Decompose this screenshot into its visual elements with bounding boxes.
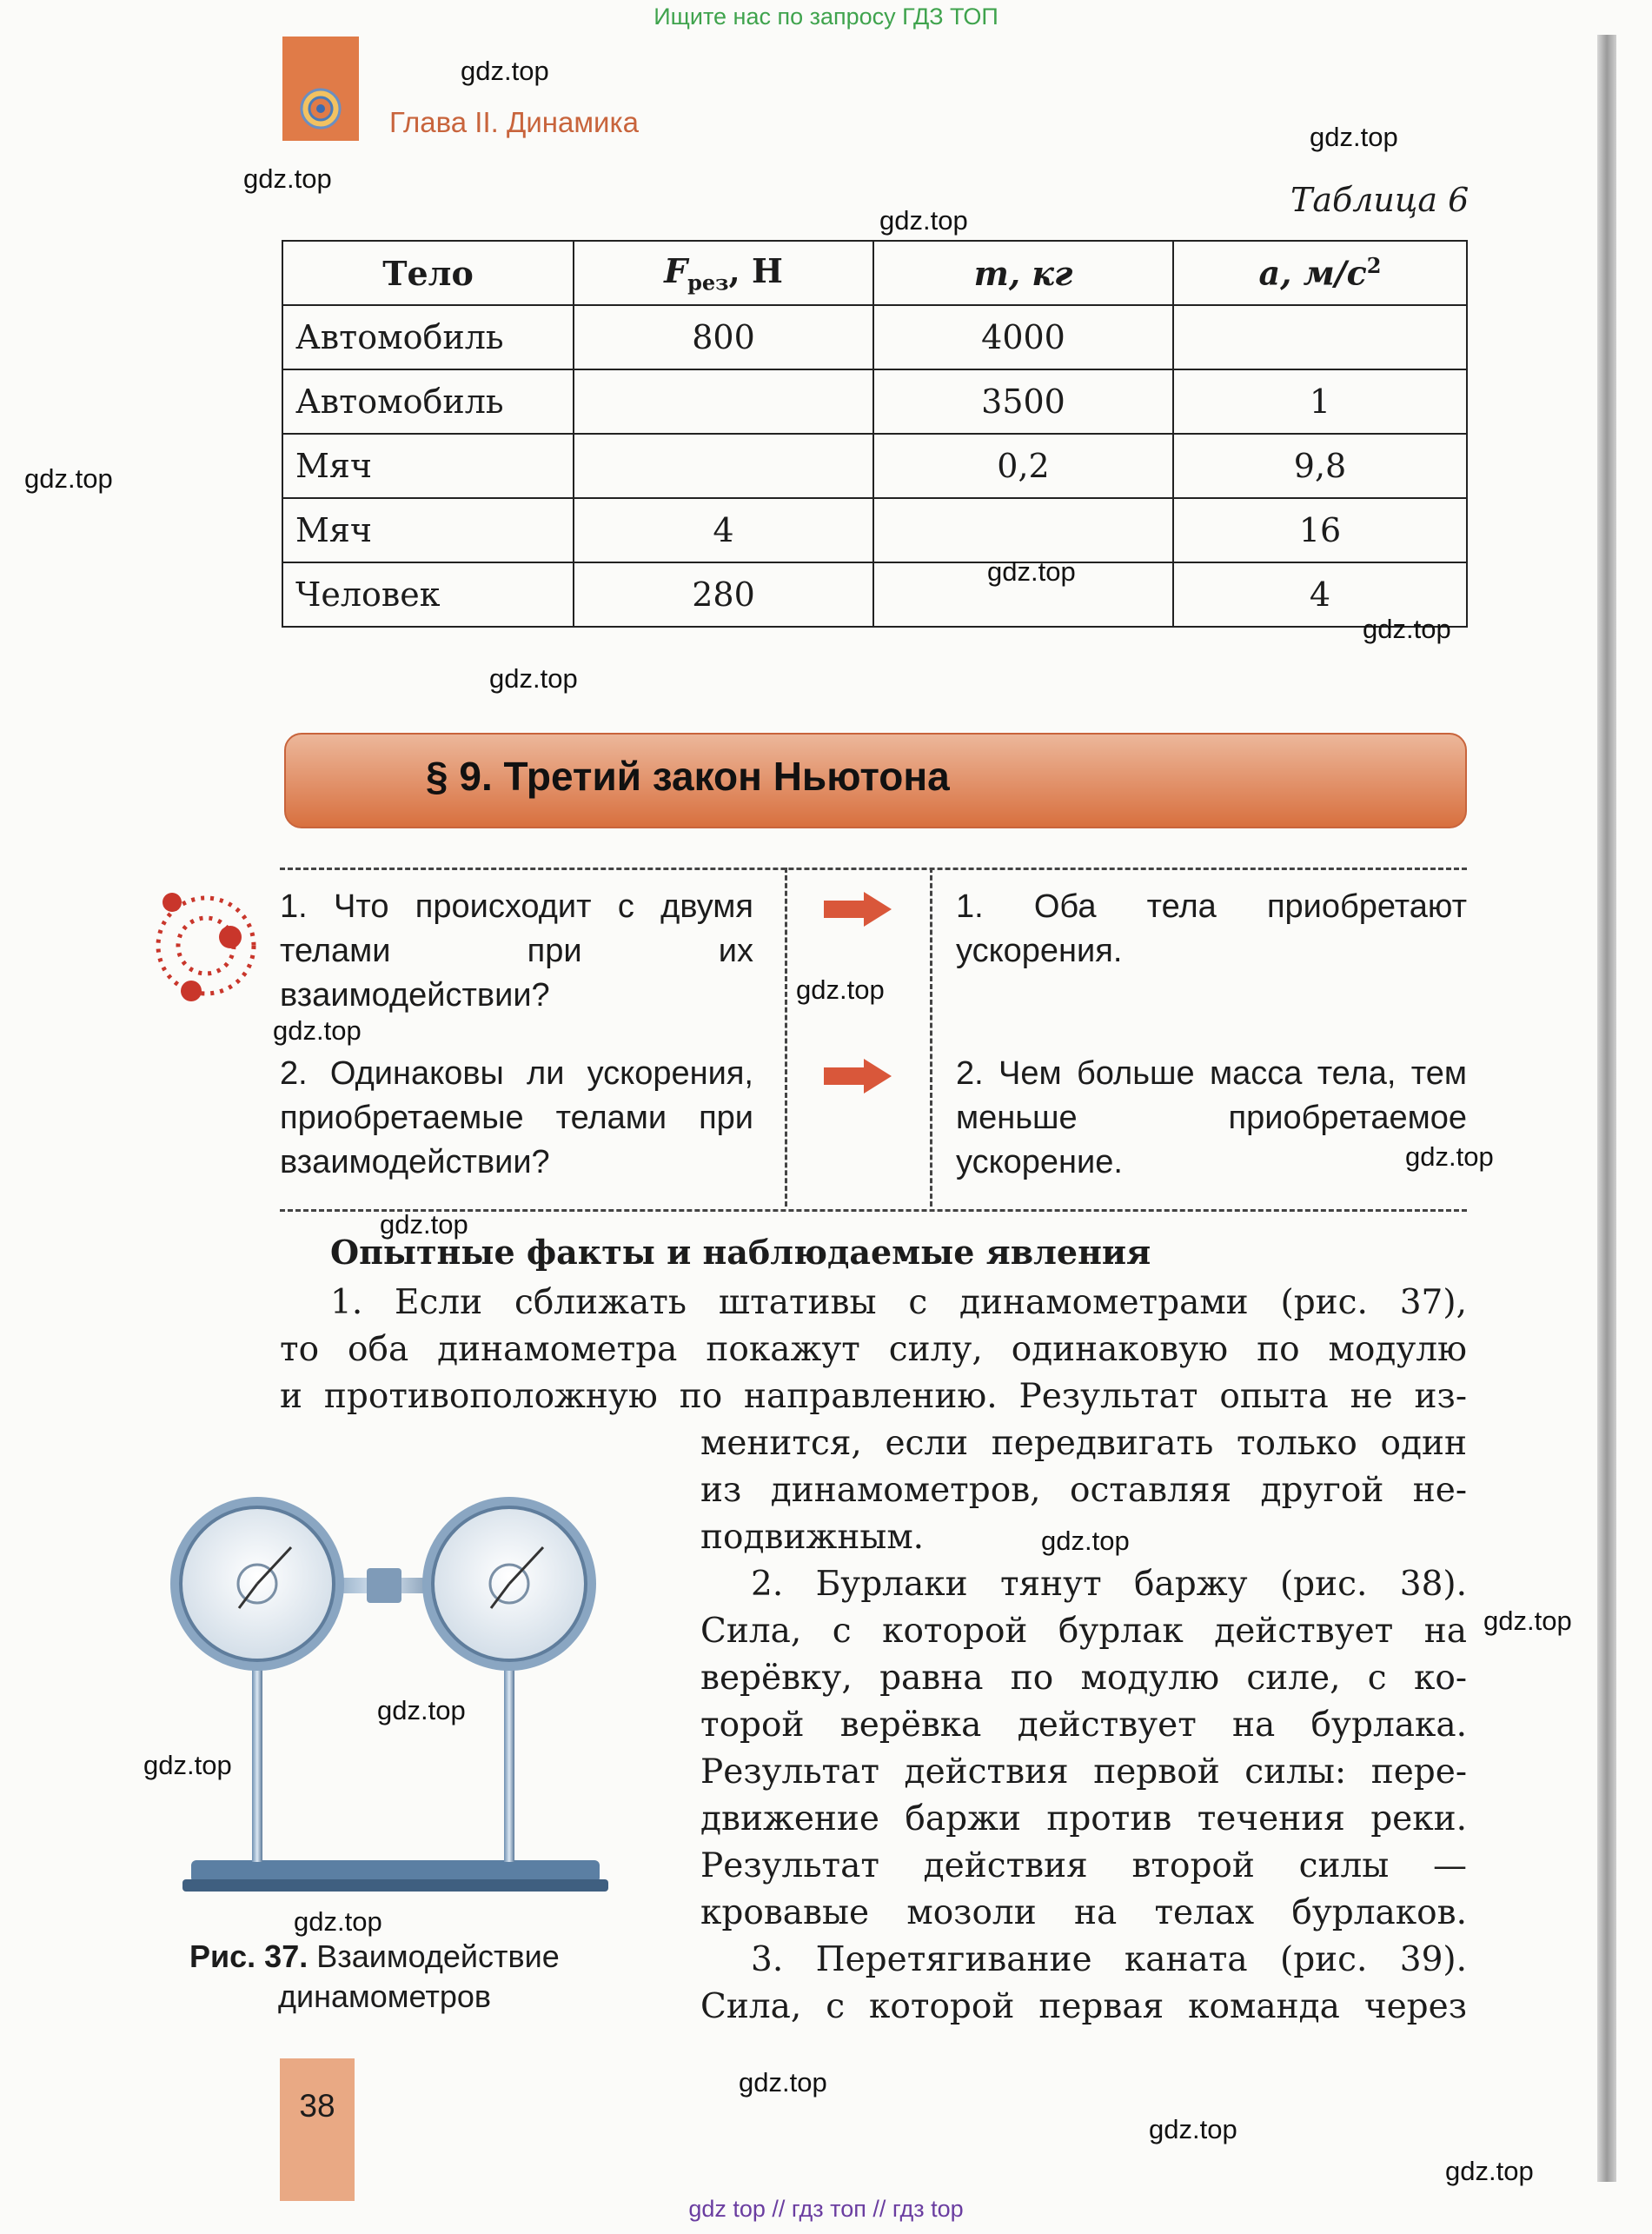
table-cell: 16 [1173, 498, 1467, 562]
watermark: gdz.top [294, 1906, 382, 1937]
facts-heading: Опытные факты и наблюдаемые явления [330, 1233, 1151, 1272]
header-acceleration: a, $м/с^2$ [1173, 241, 1467, 305]
table-row [282, 434, 1467, 498]
body-line: то оба динамометра покажут силу, одинаковую по модулю [280, 1330, 1467, 1369]
header-mass: m, кг [873, 241, 1173, 305]
page-edge [1597, 35, 1616, 2182]
body-line: 2. Бурлаки тянут баржу (рис. 38). [751, 1565, 1467, 1604]
watermark: gdz.top [1149, 2114, 1237, 2144]
arrow-right-icon [820, 1057, 893, 1095]
header-force: $F_{рез}$, Н [574, 241, 873, 305]
qa-divider [930, 868, 932, 1207]
table-row [282, 369, 1467, 434]
table-cell: 1 [1173, 369, 1467, 434]
table-cell: 4000 [873, 305, 1173, 369]
question-2: 2. Одинаковы ли ускорения, приобретаемые телами при взаимодействии? [280, 1055, 753, 1180]
body-line: Сила, с которой бурлак действует на [700, 1612, 1467, 1651]
table-label: Таблица 6 [1290, 181, 1470, 219]
watermark: gdz.top [1363, 614, 1451, 644]
table-cell: Автомобиль [282, 305, 574, 369]
table-row [282, 562, 1467, 627]
page-number: 38 [299, 2088, 335, 2124]
watermark: gdz.top [243, 163, 332, 194]
body-line: 1. Если сближать штативы с динамометрами (рис. 37), [330, 1283, 1467, 1322]
table-cell: Мяч [282, 434, 574, 498]
page-tab [280, 2058, 355, 2201]
table-row [282, 498, 1467, 562]
body-line: кровавые мозоли на телах бурлаков. [700, 1893, 1467, 1932]
body-line: 3. Перетягивание каната (рис. 39). [751, 1940, 1467, 1979]
table-cell [873, 498, 1173, 562]
header-body: Тело [282, 241, 574, 305]
section-title: § 9. Третий закон Ньютона [426, 754, 950, 799]
watermark: gdz.top [143, 1750, 232, 1780]
watermark: gdz.top [987, 556, 1076, 587]
question-1: 1. Что происходит с двумя телами при их взаимодействии? [280, 888, 753, 1014]
watermark: gdz.top [377, 1695, 466, 1725]
watermark: gdz.top [273, 1015, 362, 1046]
watermark: gdz.top [796, 974, 885, 1005]
table-row [282, 305, 1467, 369]
watermark: gdz.top [1405, 1141, 1494, 1172]
table-cell [574, 369, 873, 434]
table-cell: Человек [282, 562, 574, 627]
body-line: Результат действия первой силы: пере- [700, 1752, 1467, 1792]
chapter-title: Глава II. Динамика [389, 106, 639, 138]
watermark: gdz.top [1483, 1606, 1572, 1636]
figure-caption-line2: динамометров [278, 1978, 492, 2014]
body-line: верёвку, равна по модулю силе, с ко- [700, 1659, 1467, 1698]
watermark: gdz.top [489, 663, 578, 694]
table-header-row [282, 241, 1467, 305]
body-line: движение баржи против течения реки. [700, 1799, 1467, 1838]
body-line: и противоположную по направлению. Результат опыта не из- [280, 1377, 1467, 1416]
watermark: gdz.top [739, 2067, 827, 2098]
body-line: подвижным. [700, 1518, 925, 1557]
interaction-orbit-icon [148, 885, 265, 1007]
watermark: gdz.top [461, 56, 549, 86]
watermark: gdz.top [380, 1209, 468, 1240]
watermark: gdz.top [1445, 2156, 1534, 2186]
body-line: торой верёвка действует на бурлака. [700, 1705, 1467, 1745]
answer-1: 1. Оба тела приобретают ускорения. [956, 888, 1467, 969]
answer-2: 2. Чем больше масса тела, тем меньше приобретаемое ускорение. [956, 1055, 1467, 1180]
watermark: gdz.top [1310, 122, 1398, 152]
table-cell: 9,8 [1173, 434, 1467, 498]
atom-emblem-icon [299, 87, 342, 130]
table-cell [1173, 305, 1467, 369]
watermark: gdz.top [879, 205, 968, 236]
footer: gdz top // гдз топ // гдз top [688, 2196, 964, 2222]
table-cell: 800 [574, 305, 873, 369]
data-table [282, 240, 1468, 628]
table-cell: 4 [1173, 562, 1467, 627]
watermark: gdz.top [24, 463, 113, 494]
watermark: gdz.top [1041, 1526, 1130, 1556]
qa-divider [785, 868, 787, 1207]
table-cell [574, 434, 873, 498]
top-note: Ищите нас по запросу ГДЗ ТОП [654, 3, 998, 30]
table-cell: 3500 [873, 369, 1173, 434]
body-line: менится, если передвигать только один [700, 1424, 1467, 1463]
table-cell: Автомобиль [282, 369, 574, 434]
body-line: Сила, с которой первая команда через [700, 1987, 1467, 2026]
table-cell: Мяч [282, 498, 574, 562]
table-cell: 0,2 [873, 434, 1173, 498]
table-cell: 280 [574, 562, 873, 627]
body-line: из динамометров, оставляя другой не- [700, 1471, 1467, 1510]
figure-caption: Рис. 37. Взаимодействие [189, 1938, 560, 1974]
table-cell: 4 [574, 498, 873, 562]
arrow-right-icon [820, 890, 893, 928]
body-line: Результат действия второй силы — [700, 1846, 1467, 1885]
